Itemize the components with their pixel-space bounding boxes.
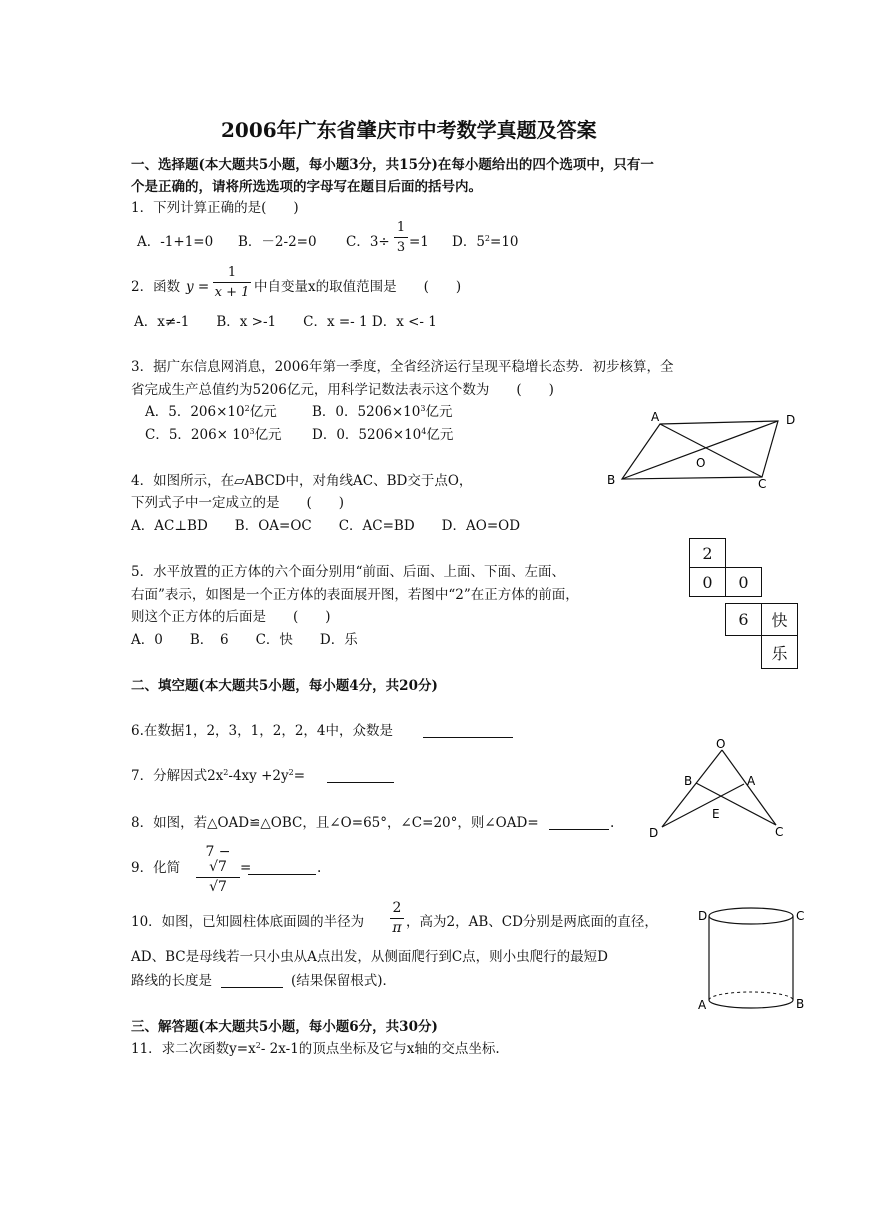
q5-options: A．0 B． 6 C．快 D．乐 xyxy=(131,632,358,648)
q2-frac-num: 1 xyxy=(227,265,237,280)
q3-option-d-text: D．0．5206×10 xyxy=(312,427,422,443)
q1-option-a: A．-1+1=0 xyxy=(137,234,214,250)
q9-prefix: 9．化简 xyxy=(131,860,181,876)
q1-option-c-fraction xyxy=(394,220,408,255)
q8-label-c: C xyxy=(775,825,784,839)
q8-line-cb xyxy=(696,783,776,825)
q10-line3-suffix: (结果保留根式)． xyxy=(291,973,397,989)
q7-prefix: 7．分解因式2x xyxy=(131,768,224,784)
q10-label-a: A xyxy=(698,998,707,1012)
q5-line3: 则这个正方体的后面是 ( ) xyxy=(131,609,331,625)
q3-option-c xyxy=(145,426,282,444)
section-1-header-cont: 个是正确的，请将所选选项的字母写在题目后面的括号内。 xyxy=(131,179,482,195)
q4-diagonal-ac xyxy=(660,424,762,477)
q10-bottom-back-arc xyxy=(709,992,793,1000)
q4-label-o: O xyxy=(696,456,706,470)
q2-fraction xyxy=(213,265,251,300)
q4-parallelogram-figure xyxy=(600,404,810,492)
q11-prefix: 11．求二次函数y=x xyxy=(131,1041,256,1057)
q8-answer-blank xyxy=(549,829,609,830)
q8-label-b: B xyxy=(684,774,693,788)
q3-option-d xyxy=(312,426,453,444)
page-title: 2006年广东省肇庆市中考数学真题及答案 xyxy=(221,118,597,142)
q9-frac-num: 7 − √7 xyxy=(205,844,231,875)
q9-frac-den: √7 xyxy=(209,879,227,895)
q3-option-c-unit: 亿元 xyxy=(254,427,282,443)
q1-option-d-suffix: =10 xyxy=(490,234,519,250)
q10-line3-prefix: 路线的长度是 xyxy=(131,973,212,989)
q3-option-c-exp: 3 xyxy=(249,427,255,436)
q5-line2: 右面”表示，如图是一个正方体的表面展开图，若图中“2”在正方体的前面， xyxy=(131,587,579,603)
q1-option-c-suffix: =1 xyxy=(409,234,429,250)
section-2-header: 二、填空题(本大题共5小题，每小题4分，共20分) xyxy=(131,678,438,694)
q5-net-cell: 0 xyxy=(689,567,726,597)
q8-triangle-figure xyxy=(640,736,790,842)
q3-option-a-unit: 亿元 xyxy=(249,404,277,420)
q11-exp: 2 xyxy=(255,1041,261,1050)
q2-options: A．x≠-1 B．x >-1 C．x =- 1 D．x <- 1 xyxy=(134,314,437,330)
q4-diagonal-bd xyxy=(622,421,778,479)
q3-option-d-unit: 亿元 xyxy=(426,427,454,443)
q10-fraction xyxy=(390,901,404,936)
q8-text: 8．如图，若△OAD≌△OBC，且∠O=65°，∠C=20°，则∠OAD= xyxy=(131,815,539,831)
q11-suffix: - 2x-1的顶点坐标及它与x轴的交点坐标. xyxy=(260,1041,500,1057)
q3-line2: 省完成生产总值约为5206亿元，用科学记数法表示这个数为 ( ) xyxy=(131,382,554,398)
q5-line1: 5．水平放置的正方体的六个面分别用“前面、后面、上面、下面、左面、 xyxy=(131,564,565,580)
q1-option-b: B．－2-2=0 xyxy=(238,234,317,250)
q5-net-cell: 6 xyxy=(725,603,762,636)
q10-bottom-front-arc xyxy=(709,1000,793,1008)
q4-line1: 4．如图所示，在▱ABCD中，对角线AC、BD交于点O， xyxy=(131,473,473,489)
q3-option-b-text: B．0．5206×10 xyxy=(312,404,421,420)
q3-option-d-exp: 4 xyxy=(421,427,427,436)
q9-fraction xyxy=(196,845,240,895)
q10-label-c: C xyxy=(796,909,805,923)
q10-top-ellipse xyxy=(709,908,793,924)
q10-line1-prefix: 10．如图，已知圆柱体底面圆的半径为 xyxy=(131,914,365,930)
q3-option-b xyxy=(312,403,452,421)
q2-frac-den: x + 1 xyxy=(214,285,250,300)
q1-frac-num: 1 xyxy=(396,220,406,235)
q1-option-d xyxy=(452,233,519,251)
q7-answer-blank xyxy=(327,782,394,783)
q3-option-a-exp: 2 xyxy=(244,404,250,413)
q4-line2: 下列式子中一定成立的是 ( ) xyxy=(131,495,345,511)
q9-end: . xyxy=(317,860,322,876)
q9-answer-blank xyxy=(248,874,316,875)
q2-prefix: 2．函数 xyxy=(131,279,181,295)
q2-y-equals: y = xyxy=(186,279,210,295)
q5-net-cell: 快 xyxy=(761,603,798,636)
q7-suffix: = xyxy=(293,768,306,784)
q8-line-da xyxy=(662,784,744,827)
q4-label-a: A xyxy=(651,410,660,424)
q8-label-o: O xyxy=(716,737,726,751)
q10-frac-den: π xyxy=(392,920,402,936)
q1-option-c-prefix: C．3÷ xyxy=(346,234,390,250)
q5-net-cell: 0 xyxy=(725,567,762,597)
q5-net-cell: 2 xyxy=(689,538,726,568)
q9-equals: = xyxy=(240,860,252,876)
q10-line2: AD、BC是母线若一只小虫从A点出发，从侧面爬行到C点，则小虫爬行的最短D xyxy=(131,949,608,965)
q8-end: . xyxy=(610,815,615,831)
q11-text xyxy=(131,1040,500,1058)
q4-label-d: D xyxy=(786,413,796,427)
q3-option-b-exp: 3 xyxy=(420,404,426,413)
q4-label-c: C xyxy=(758,477,767,491)
q1-frac-den: 3 xyxy=(396,240,406,255)
q7-text xyxy=(131,767,305,785)
section-3-header: 三、解答题(本大题共5小题，每小题6分，共30分) xyxy=(131,1019,438,1035)
q5-net-cell: 乐 xyxy=(761,635,798,669)
q3-option-b-unit: 亿元 xyxy=(425,404,453,420)
q10-label-d: D xyxy=(698,909,708,923)
q8-label-a: A xyxy=(747,774,756,788)
q1-stem: 1．下列计算正确的是( ) xyxy=(131,200,299,216)
q3-option-a-text: A．5．206×10 xyxy=(145,404,245,420)
q6-text: 6.在数据1，2，3，1，2，2，4中，众数是 xyxy=(131,723,394,739)
q8-label-e: E xyxy=(712,807,720,821)
q7-exp2: 2 xyxy=(288,768,294,777)
section-1-header: 一、选择题(本大题共5小题，每小题3分，共15分)在每小题给出的四个选项中，只有一 xyxy=(131,157,654,173)
q4-label-b: B xyxy=(607,473,616,487)
q4-options: A．AC⊥BD B．OA=OC C．AC=BD D．AO=OD xyxy=(131,518,521,534)
q6-answer-blank xyxy=(423,737,513,738)
q3-line1: 3．据广东信息网消息，2006年第一季度，全省经济运行呈现平稳增长态势．初步核算，全 xyxy=(131,359,674,375)
q7-exp1: 2 xyxy=(223,768,229,777)
q1-option-d-base: D．5 xyxy=(452,234,485,250)
q8-label-d: D xyxy=(649,826,659,840)
q3-option-c-text: C．5．206× 10 xyxy=(145,427,250,443)
q7-middle: -4xy +2y xyxy=(228,768,289,784)
q1-option-d-exp: 2 xyxy=(484,234,491,243)
q10-label-b: B xyxy=(796,997,805,1011)
q10-answer-blank xyxy=(221,987,283,988)
q10-frac-num: 2 xyxy=(392,900,402,916)
q2-suffix: 中自变量x的取值范围是 ( ) xyxy=(254,279,462,295)
q10-line1-suffix: ，高为2，AB、CD分别是两底面的直径， xyxy=(406,914,658,930)
q10-cylinder-figure xyxy=(695,904,810,1016)
q3-option-a xyxy=(145,403,277,421)
